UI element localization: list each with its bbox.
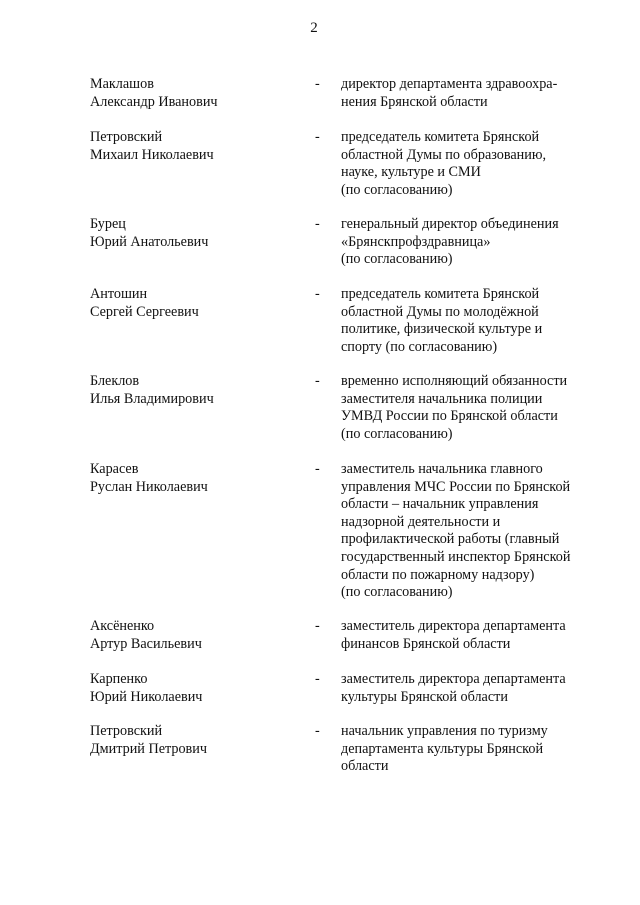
- position-line: (по согласованию): [341, 425, 453, 442]
- member-name: [90, 373, 295, 408]
- position-line: (по согласованию): [341, 181, 453, 198]
- member-position: [341, 129, 586, 199]
- member-surname: Блеклов: [90, 373, 140, 389]
- member-given-names: Илья Владимирович: [90, 390, 214, 407]
- member-given-names: Руслан Николаевич: [90, 478, 208, 495]
- dash-separator: -: [315, 671, 320, 687]
- member-name: [90, 216, 295, 251]
- member-given-names: Дмитрий Петрович: [90, 740, 207, 757]
- position-line: политике, физической культуре и: [341, 321, 543, 338]
- member-surname: Аксёненко: [90, 618, 155, 634]
- position-line: науке, культуре и СМИ: [341, 164, 481, 181]
- member-given-names: Юрий Николаевич: [90, 688, 203, 705]
- member-name: [90, 461, 295, 496]
- member-name: [90, 618, 295, 653]
- position-line: государственный инспектор Брянской: [341, 548, 571, 565]
- member-surname: Бурец: [90, 216, 126, 232]
- member-given-names: Сергей Сергеевич: [90, 303, 199, 320]
- position-line: областной Думы по молодёжной: [341, 303, 539, 320]
- position-line: области: [341, 758, 389, 775]
- dash-separator: -: [315, 76, 320, 92]
- member-name: [90, 129, 295, 164]
- dash-separator: -: [315, 286, 320, 302]
- page-number: 2: [310, 20, 318, 36]
- dash-separator: -: [315, 723, 320, 739]
- position-line: заместитель директора департамента: [341, 671, 566, 687]
- member-position: [341, 671, 586, 706]
- position-line: финансов Брянской области: [341, 635, 511, 652]
- position-line: культуры Брянской области: [341, 688, 508, 705]
- position-line: (по согласованию): [341, 251, 453, 268]
- position-line: председатель комитета Брянской: [341, 129, 540, 145]
- position-line: спорту (по согласованию): [341, 338, 498, 355]
- position-line: председатель комитета Брянской: [341, 286, 540, 302]
- member-surname: Карасев: [90, 461, 139, 477]
- position-line: нения Брянской области: [341, 93, 488, 110]
- position-line: (по согласованию): [341, 584, 453, 601]
- position-line: надзорной деятельности и: [341, 513, 501, 530]
- member-position: [341, 76, 586, 111]
- position-line: заместитель начальника главного: [341, 461, 543, 477]
- dash-separator: -: [315, 461, 320, 477]
- dash-separator: -: [315, 216, 320, 232]
- member-position: [341, 373, 586, 443]
- position-line: «Брянскпрофздравница»: [341, 233, 491, 250]
- position-line: управления МЧС России по Брянской: [341, 478, 571, 495]
- member-position: [341, 461, 586, 602]
- position-line: временно исполняющий обязанности: [341, 373, 568, 389]
- position-line: области – начальник управления: [341, 496, 539, 513]
- dash-separator: -: [315, 618, 320, 634]
- member-given-names: Артур Васильевич: [90, 635, 202, 652]
- member-position: [341, 618, 586, 653]
- position-line: заместителя начальника полиции: [341, 390, 543, 407]
- position-line: области по пожарному надзору): [341, 566, 535, 583]
- member-position: [341, 723, 586, 776]
- dash-separator: -: [315, 373, 320, 389]
- member-surname: Маклашов: [90, 76, 154, 92]
- member-name: [90, 723, 295, 758]
- position-line: генеральный директор объединения: [341, 216, 559, 232]
- member-surname: Карпенко: [90, 671, 148, 687]
- position-line: УМВД России по Брянской области: [341, 408, 558, 425]
- member-given-names: Александр Иванович: [90, 93, 218, 110]
- position-line: департамента культуры Брянской: [341, 740, 544, 757]
- member-name: [90, 76, 295, 111]
- member-position: [341, 216, 586, 269]
- member-surname: Петровский: [90, 723, 163, 739]
- member-given-names: Михаил Николаевич: [90, 146, 214, 163]
- member-surname: Петровский: [90, 129, 163, 145]
- member-given-names: Юрий Анатольевич: [90, 233, 209, 250]
- position-line: начальник управления по туризму: [341, 723, 548, 739]
- position-line: заместитель директора департамента: [341, 618, 566, 634]
- position-line: областной Думы по образованию,: [341, 146, 546, 163]
- member-surname: Антошин: [90, 286, 148, 302]
- member-name: [90, 671, 295, 706]
- member-name: [90, 286, 295, 321]
- member-position: [341, 286, 586, 356]
- position-line: директор департамента здравоохра-: [341, 76, 558, 92]
- dash-separator: -: [315, 129, 320, 145]
- position-line: профилактической работы (главный: [341, 531, 560, 548]
